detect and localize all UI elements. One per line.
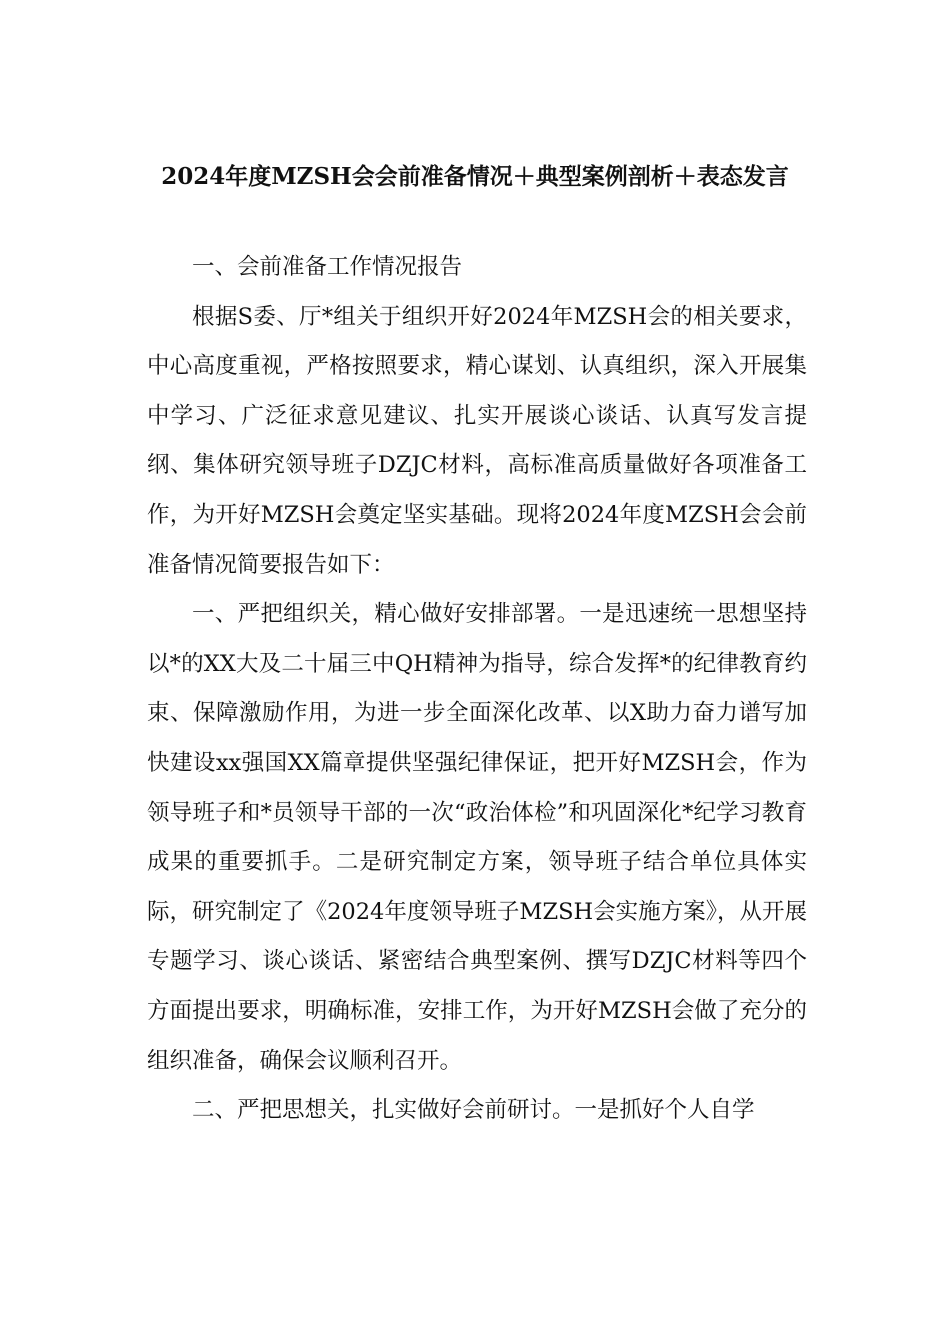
document-body (147, 243, 807, 1136)
paragraph-organization: 一、严把组织关，精心做好安排部署。一是迅速统一思想坚持以*的XX大及二十届三中QH精神为指导，综合发挥*的纪律教育约束、保障激励作用，为进一步全面深化改革、以X助力奋力谱写加快建设xx强国XX篇章提供坚强纪律保证，把开好MZSH会，作为领导班子和*员领导干部的一次“政治体检”和巩固深化*纪学习教育成果的重要抓手。二是研究制定方案，领导班子结合单位具体实际，研究制定了《2024年度领导班子MZSH会实施方案》，从开展专题学习、谈心谈话、紧密结合典型案例、撰写DZJC材料等四个方面提出要求，明确标准，安排工作，为开好MZSH会做了充分的组织准备，确保会议顺利召开。 (147, 601, 807, 1074)
section-heading: 一、会前准备工作情况报告 (192, 254, 463, 280)
paragraph-intro: 根据S委、厅*组关于组织开好2024年MZSH会的相关要求，中心高度重视，严格按照要求，精心谋划、认真组织，深入开展集中学习、广泛征求意见建议、扎实开展谈心谈话、认真写发言提纲、集体研究领导班子DZJC材料，高标准高质量做好各项准备工作，为开好MZSH会奠定坚实基础。现将2024年度MZSH会会前准备情况简要报告如下： (147, 303, 807, 578)
paragraph-thinking: 二、严把思想关，扎实做好会前研讨。一是抓好个人自学 (192, 1097, 755, 1124)
document-title: 2024年度MZSH会会前准备情况＋典型案例剖析＋表态发言 (161, 163, 789, 190)
